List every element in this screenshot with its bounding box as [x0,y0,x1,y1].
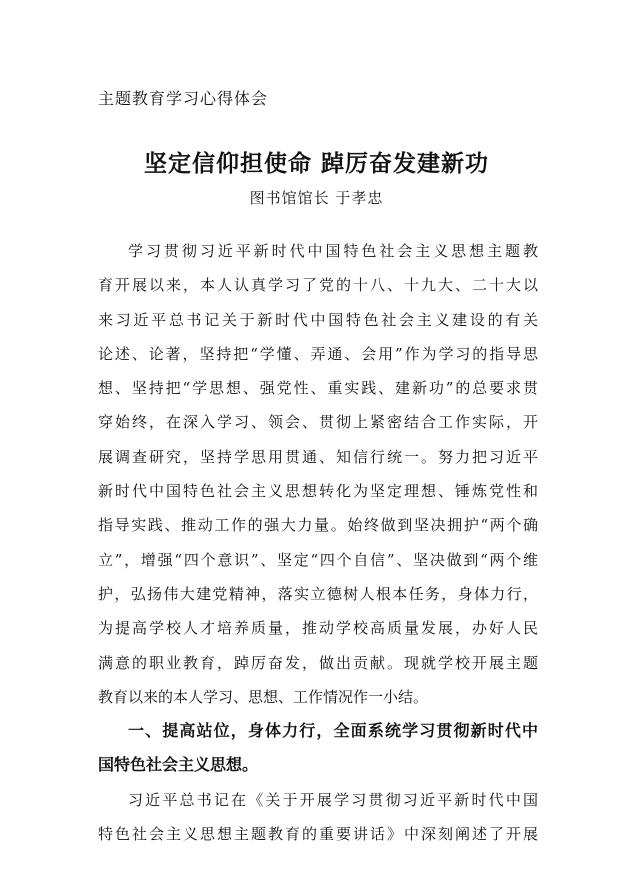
paragraph-line: 新时代中国特色社会主义思想转化为坚定理想、锤炼党性和 [98,482,538,501]
paragraph-line: 来习近平总书记关于新时代中国特色社会主义建设的有关 [98,310,538,329]
paragraph-line: 护，弘扬伟大建党精神，落实立德树人根本任务，身体力行， [98,584,538,603]
author-byline: 图书馆馆长 于孝忠 [249,189,384,207]
paragraph-line: 教育以来的本人学习、思想、工作情况作一小结。 [98,687,429,706]
paragraph-line: 特色社会主义思想主题教育的重要讲话》中深刻阐述了开展 [98,825,538,844]
paragraph-line: 习近平总书记在《关于开展学习贯彻习近平新时代中国 [128,790,538,809]
paragraph-line: 展调查研究，坚持学思用贯通、知信行统一。努力把习近平 [98,447,538,466]
paragraph-line: 穿始终，在深入学习、领会、贯彻上紧密结合工作实际，开 [98,413,538,432]
paragraph-line: 育开展以来，本人认真学习了党的十八、十九大、二十大以 [98,276,538,295]
paragraph-line: 论述、论著，坚持把“学懂、弄通、会用”作为学习的指导思 [98,344,538,363]
document-category: 主题教育学习心得体会 [98,89,269,108]
paragraph-line: 想、坚持把“学思想、强党性、重实践、建新功”的总要求贯 [98,379,538,398]
paragraph-line: 学习贯彻习近平新时代中国特色社会主义思想主题教 [128,242,538,260]
paragraph-line: 满意的职业教育，踔厉奋发，做出贡献。现就学校开展主题 [98,653,538,672]
document-body [98,234,538,851]
document-title: 坚定信仰担使命 踔厉奋发建新功 [143,151,489,177]
section-heading-line: 一、提高站位，身体力行，全面系统学习贯彻新时代中 [128,721,538,741]
section-heading-line: 国特色社会主义思想。 [98,755,259,775]
paragraph-line: 为提高学校人才培养质量，推动学校高质量发展，办好人民 [98,619,538,638]
paragraph-line: 立”，增强“四个意识”、坚定“四个自信”、坚决做到“两个维 [98,550,538,569]
paragraph-line: 指导实践、推动工作的强大力量。始终做到坚决拥护“两个确 [98,516,538,535]
